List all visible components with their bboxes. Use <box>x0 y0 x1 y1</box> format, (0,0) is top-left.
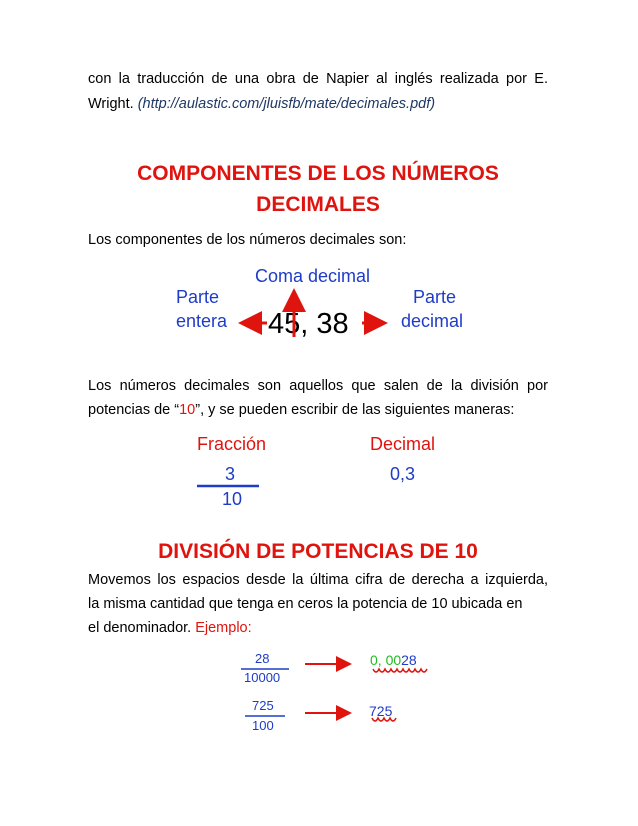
parte-decimal-label-1: Parte <box>413 287 457 307</box>
fraccion-header: Fracción <box>197 434 267 454</box>
example-1-denominator: 10000 <box>244 670 281 685</box>
example-1-result-digits: 28 <box>401 652 417 668</box>
intro-line-1: con la traducción de una obra de Napier al inglés realizada por E. <box>88 71 548 87</box>
parte-decimal-label-2: decimal <box>401 311 464 331</box>
ejemplo-label: Ejemplo: <box>195 620 252 636</box>
example-2-denominator: 100 <box>252 718 274 733</box>
division-line-2: la misma cantidad que tenga en ceros la potencia de 10 ubicada en <box>88 596 523 612</box>
example-number: 45, 38 <box>268 308 349 340</box>
division-line-3-prefix: el denominador. <box>88 620 196 636</box>
intro-line-2-prefix: Wright. <box>88 96 138 112</box>
para2-line-2-prefix: potencias de “ <box>88 402 180 418</box>
para2-line-2 <box>88 400 548 421</box>
division-line-3 <box>88 618 548 639</box>
coma-decimal-label: Coma decimal <box>255 266 371 286</box>
fraction-denominator: 10 <box>222 489 243 509</box>
para2-line-1: Los números decimales son aquellos que salen de la división por <box>88 378 548 394</box>
power-of-ten-highlight: 10 <box>179 402 196 418</box>
section-title-division: DIVISIÓN DE POTENCIAS DE 10 <box>158 540 478 563</box>
decimal-value: 0,3 <box>390 464 416 484</box>
fraction-numerator: 3 <box>225 464 236 484</box>
parte-entera-label-1: Parte <box>176 287 220 307</box>
section-title-componentes-1: COMPONENTES DE LOS NÚMEROS <box>137 162 499 185</box>
division-line-1: Movemos los espacios desde la última cifra de derecha a izquierda, <box>88 572 548 588</box>
para2-line-2-suffix: ”, y se pueden escribir de las siguientes maneras: <box>195 402 515 418</box>
source-link[interactable]: (http://aulastic.com/jluisfb/mate/decimales.pdf) <box>137 96 436 112</box>
section-title-componentes-2: DECIMALES <box>256 193 380 216</box>
example-1-result <box>370 652 417 668</box>
example-2-result-digits: 725 <box>369 703 393 719</box>
example-2-numerator: 725 <box>252 698 274 713</box>
example-1-result-zeros: 0, 00 <box>370 652 402 668</box>
decimal-header: Decimal <box>370 434 436 454</box>
componentes-lead: Los componentes de los números decimales son: <box>88 232 407 248</box>
squiggle-example-1 <box>373 669 427 672</box>
example-2-result <box>369 703 392 719</box>
parte-entera-label-2: entera <box>176 311 228 331</box>
example-1-numerator: 28 <box>255 651 270 666</box>
